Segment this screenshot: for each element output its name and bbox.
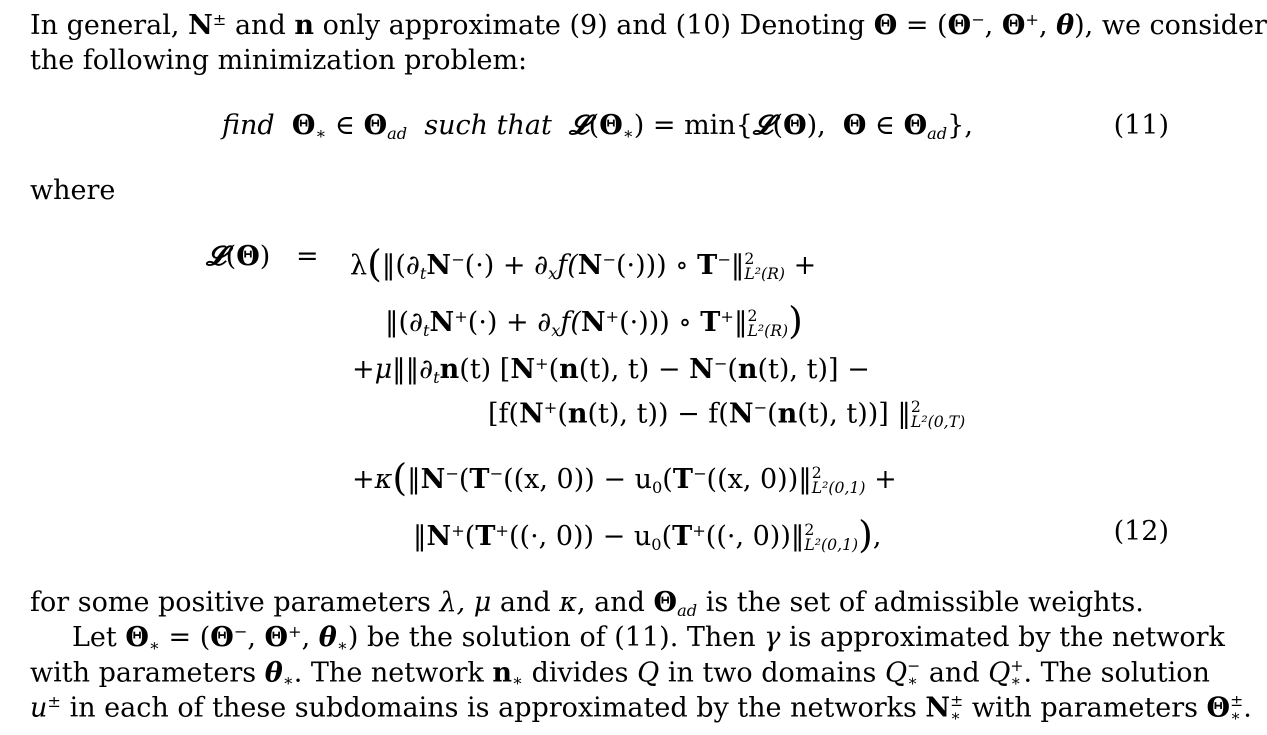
text: (t) [ [459, 354, 511, 385]
exp: 2 [910, 397, 921, 416]
sub: ∗ [950, 705, 961, 725]
para2-line4 [30, 691, 1252, 725]
sup: + [454, 307, 468, 327]
sub: ∗ [148, 635, 160, 655]
text: (x, 0))‖ [717, 464, 812, 495]
math-n: n [567, 398, 588, 430]
text: (t), t) − [578, 354, 681, 385]
text: such that [424, 110, 552, 141]
math-Theta: Θ [599, 110, 623, 141]
text: = min{ [652, 110, 753, 141]
text: and [234, 10, 286, 41]
sup-pm: ± [1230, 691, 1244, 710]
para1-line2: the following minimization problem: [30, 45, 528, 76]
math-theta: θ [264, 657, 283, 689]
text: . [1243, 692, 1252, 724]
text: ‖(∂ [381, 250, 420, 281]
sup: + [288, 622, 302, 642]
equation-11: find $\Theta_∗$ ∈ $\Theta_{ad}$ such that $𝓛(\Theta_∗)$ = min{𝓛(Θ), Θ ∈ $\Theta_{ad}$}, [222, 110, 973, 143]
math-theta: θ [1056, 10, 1075, 41]
math-Theta: Θ [291, 110, 316, 141]
text: ), we consider [1074, 10, 1267, 41]
math-n: n [737, 354, 758, 385]
math-gamma: γ [764, 622, 781, 653]
math-eq: = [296, 241, 319, 272]
math-n: n [439, 354, 460, 385]
math-N: N [188, 10, 213, 41]
math-plus: + [793, 250, 817, 281]
sup: − [451, 250, 465, 270]
exp: 2 [804, 519, 815, 539]
where-label: where [30, 175, 116, 206]
math-in: ∈ [335, 110, 355, 141]
math-N: N [728, 398, 754, 430]
text: in two domains [667, 657, 877, 689]
math-Theta: Θ [903, 110, 928, 141]
sup-pm: ± [212, 10, 227, 30]
math-n: n [777, 398, 798, 430]
math-Theta: Θ [873, 10, 898, 41]
math-n: n [492, 657, 512, 689]
math-Q: Q [637, 657, 660, 689]
math-Q: Q [988, 657, 1011, 689]
sub: ∗ [511, 671, 523, 691]
sub: ∗ [1230, 705, 1241, 725]
text: and [928, 657, 980, 689]
math-N: N [426, 521, 452, 552]
text: is approximated by the network [788, 622, 1225, 653]
text: f( [560, 307, 581, 338]
sup: − [602, 250, 616, 270]
sup-pm: ± [950, 691, 964, 710]
text: (·) + ∂ [464, 250, 549, 281]
text: and [499, 587, 551, 618]
text: (·))) ∘ [616, 250, 689, 281]
sub: ad [927, 123, 948, 143]
text: for some positive parameters [30, 587, 431, 618]
math-N: N [577, 250, 603, 281]
text: (·))) ∘ [619, 307, 692, 338]
eq12-row5: +κ(‖N−(T−((x, $0)) - u_0(T^-((x$, 0))‖ 2 L²(0,1) + [352, 455, 897, 500]
text: divides [531, 657, 629, 689]
math-N: N [689, 354, 714, 385]
sub: ∗ [315, 123, 327, 143]
text: Let [72, 622, 117, 653]
text: in each of these subdomains is approximated by the networks [69, 692, 917, 724]
sub: ∗ [336, 635, 348, 655]
sub: ∗ [282, 671, 294, 691]
text: with parameters [971, 692, 1198, 724]
math-Theta: Θ [264, 622, 289, 653]
math-Theta: Θ [1001, 10, 1026, 41]
sub: 0 [651, 534, 662, 554]
math-Theta: Θ [236, 241, 260, 272]
eq12-lhs: 𝓛(Θ) = [206, 241, 319, 272]
math-N: N [925, 692, 951, 724]
eq12-row4: [f(N+(n(t), t)) − f(N−(n(t), t))] ‖ 2 L²(0,T) [488, 397, 966, 431]
norm-sub: L²(R) [747, 320, 789, 340]
sup-pm: ± [47, 692, 61, 712]
math-N: N [426, 250, 452, 281]
sup: − [445, 464, 459, 484]
sup: + [692, 521, 706, 541]
text: In general, [30, 10, 180, 41]
text: . The network [293, 657, 484, 689]
math: λ, μ [439, 587, 492, 618]
math-L: 𝓛 [206, 241, 226, 272]
exp: 2 [747, 305, 758, 325]
math-L: 𝓛 [569, 110, 589, 141]
norm-sub: L²(0,T) [910, 411, 966, 431]
sub: ad [677, 600, 698, 620]
sub: ∗ [907, 670, 918, 690]
math-N: N [580, 307, 606, 338]
text: ‖(∂ [385, 307, 423, 338]
math-lambda: λ [350, 250, 368, 281]
text: is the set of admissible weights. [705, 587, 1144, 618]
text: (·, 0)) − u [519, 521, 652, 552]
norm-sub: L²(R) [744, 263, 785, 283]
math: κ [559, 587, 578, 618]
eq12-row6: ‖N+(T+((·, $0)) - u_0(T^+((\cdot$, 0))‖ 2 L²(0,1) ), [413, 512, 882, 557]
math-N: N [510, 354, 536, 385]
sup: − [753, 398, 768, 418]
text: (x, 0)) − u [513, 464, 652, 495]
sup: − [692, 464, 707, 484]
text: be the solution of (11). Then [366, 622, 756, 653]
text: }, [947, 110, 973, 141]
text: find [222, 110, 275, 141]
sup: − [971, 10, 985, 30]
sup: + [451, 521, 465, 541]
para2-line1 [30, 587, 1144, 620]
math-Theta: Θ [783, 110, 807, 141]
eq12-row2: $‖(\partial_tN^+(\cdot) + \partial_xf(N^+(\cdot)))$ ∘ T+‖ 2 L²(R) ) [385, 298, 803, 343]
math-Theta: Θ [842, 110, 867, 141]
math-Theta: Θ [210, 622, 234, 653]
math-Theta: Θ [363, 110, 388, 141]
math-n: n [294, 10, 314, 41]
sup: − [907, 656, 921, 675]
sup: + [495, 521, 509, 541]
sup: − [489, 464, 504, 484]
text: ), [806, 110, 826, 141]
para2-line3 [30, 656, 1210, 691]
math-Theta: Θ [1206, 692, 1231, 724]
math-Theta: Θ [653, 587, 678, 618]
sup: + [1025, 10, 1039, 30]
text: (·) + ∂ [467, 307, 552, 338]
math-kappa: +κ [352, 464, 393, 495]
text: f( [557, 250, 578, 281]
sup: − [233, 622, 248, 642]
sup: + [535, 354, 549, 374]
sup: + [1010, 656, 1024, 675]
para2-line2: Let $\Theta_∗ = (\Theta^-$, Θ+, $\theta_∗$) be the solution of (11). Then γ is approximated by the network [72, 622, 1225, 655]
sub: ∗ [622, 123, 634, 143]
math-Theta: Θ [947, 10, 972, 41]
norm-sub: L²(0,1) [811, 477, 866, 497]
math-L: 𝓛 [752, 110, 773, 141]
sup: − [717, 250, 731, 270]
text: . The solution [1023, 657, 1210, 689]
eq12-row1: $\lambda(‖(\partial_tN^-(\cdot) + \partial_xf(N^-(\cdot)))$ ∘ T−‖ 2 L²(R) + [350, 241, 817, 286]
text: = ( [905, 10, 948, 41]
sub: ∗ [1010, 670, 1021, 690]
text: (t), t)) − f( [587, 398, 729, 430]
text: , and [577, 587, 645, 618]
text: [f( [488, 398, 520, 430]
sub: ad [387, 123, 408, 143]
math-N: N [420, 464, 446, 495]
math-n: n [559, 354, 579, 385]
text: with parameters [30, 657, 257, 689]
norm-sub: L²(0,1) [804, 534, 859, 554]
math-mu: +μ [352, 354, 393, 385]
math-u: u [30, 692, 48, 724]
sup: + [543, 398, 558, 418]
math-Theta: Θ [125, 622, 149, 653]
math-N: N [519, 398, 544, 430]
math-in: ∈ [875, 110, 896, 141]
eq12-row3: $+\mu‖‖\partial_tn(t)$ [N+(n(t), t) − N−(n(t), t)] − [352, 354, 870, 387]
para1-line1: In general, N± and n only approximate (9) and (10) Denoting Θ = (Θ−, Θ+, θ), we consider [30, 10, 1267, 41]
sup: + [605, 307, 620, 327]
equation-11-number: (11) [1113, 110, 1169, 141]
sup: + [720, 307, 734, 327]
text: ‖∂ [405, 354, 434, 385]
math-theta: θ [318, 622, 337, 653]
exp: 2 [744, 248, 755, 268]
sub: 0 [651, 477, 663, 497]
text: only approximate (9) and (10) Denoting [322, 10, 866, 41]
math-N: N [429, 307, 455, 338]
math-Q: Q [884, 657, 908, 689]
text: (t), t)] − [757, 354, 870, 385]
equation-12-number: (12) [1113, 516, 1169, 547]
exp: 2 [811, 462, 822, 482]
text: (·, 0))‖ [716, 521, 805, 552]
math-plus: + [874, 464, 897, 495]
sup: − [713, 354, 728, 374]
text: (t), t))] ‖ [797, 398, 911, 430]
